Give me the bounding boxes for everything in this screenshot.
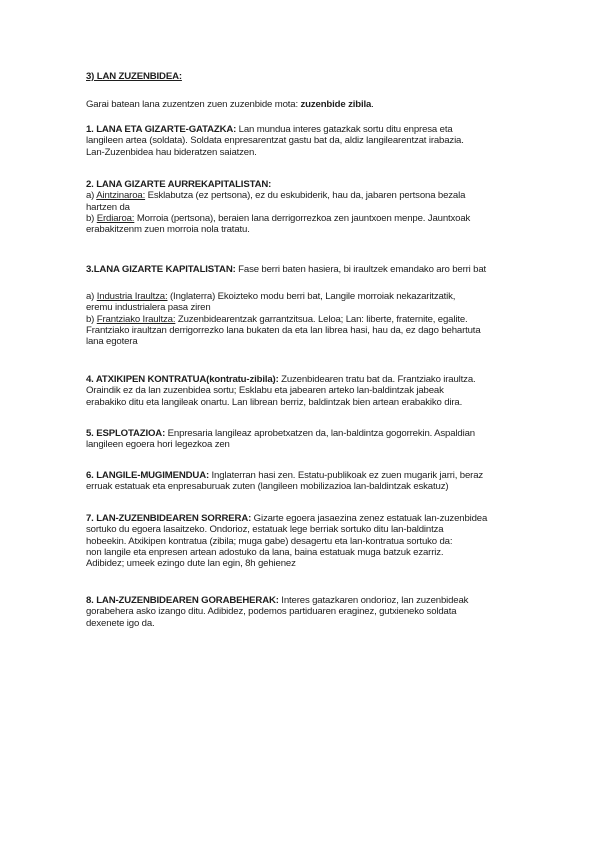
s6-line-1 <box>86 470 526 481</box>
s6-line-2: erruak estatuak eta enpresaburuak zuten (langileen mobilizazioa lan-baldintzak eskatuz) <box>86 481 449 493</box>
s7-line-4: non langile eta enpresen artean adostuko da lana, baina estatuak muga batzuk ezarriz. <box>86 546 444 558</box>
s4-line-2: Oraindik ez da lan zuzenbidea sortu; Esklabu eta jabearen arteko lan-baldintzak jabeak <box>86 385 444 397</box>
s2-b-line-1 <box>86 213 526 224</box>
s2-b-term: Erdiaroa: <box>96 212 135 224</box>
section-6 <box>86 470 526 493</box>
s2-b-line-2: erabakitzenm zuen morroia nola tratatu. <box>86 224 250 236</box>
s5-line-2: langileen egoera hori legezkoa zen <box>86 439 230 451</box>
s2-a-text: Esklabutza (ez pertsona), ez du eskubiderik, hau da, jabaren pertsona bezala <box>145 190 466 202</box>
s3-a-line-1 <box>86 291 526 302</box>
intro-paragraph <box>86 99 526 110</box>
s3-b-line-1 <box>86 314 526 325</box>
page-title: 3) LAN ZUZENBIDEA: <box>86 71 182 82</box>
s2-a-line-1 <box>86 190 526 201</box>
s5-text-1: Enpresaria langileaz aprobetxatzen da, lan-baldintza gogorrekin. Aspaldian <box>165 428 475 439</box>
s2-a-prefix: a) <box>86 190 97 202</box>
s1-text-1: Lan mundua interes gatazkak sortu ditu enpresa eta <box>236 124 453 135</box>
section-title-block <box>86 71 526 82</box>
s1-line-2: langileen artea (soldata). Soldata enpresarentzat gastu bat da, aldiz langilearentzat irabazia. <box>86 135 464 147</box>
s2-a-term: Aintzinaroa: <box>96 190 146 202</box>
s3-b-line-2: Frantziako iraultzan derrigorrezko lana bukaten da eta lan librea hasi, hau da, ez dago behartuta <box>86 324 481 336</box>
s2-b-prefix: b) <box>86 212 97 224</box>
s7-text-1: Gizarte egoera jasaezina zenez estatuak lan-zuzenbidea <box>251 513 488 524</box>
section-1 <box>86 124 526 158</box>
intro-text: Garai batean lana zuzentzen zuen zuzenbide mota: <box>86 99 301 110</box>
s7-heading: 7. LAN-ZUZENBIDEAREN SORRERA: <box>86 513 252 524</box>
section-3-items <box>86 291 526 347</box>
s3-text-1: Fase berri baten hasiera, bi iraultzek emandako aro berri bat <box>235 264 487 275</box>
s3-line-1 <box>86 264 526 275</box>
s8-line-1 <box>86 595 526 606</box>
s7-line-5: Adibidez; umeek ezingo dute lan egin, 8h gehienez <box>86 558 296 570</box>
s3-a-text: (Inglaterra) Ekoizteko modu berri bat, Langile morroiak nekazaritzatik, <box>167 291 456 302</box>
s2-a-line-2: hartzen da <box>86 201 130 213</box>
s4-line-3: erabakiko ditu eta langileak onartu. Lan librean berriz, baldintzak bien artean erabakiko dira. <box>86 396 463 408</box>
s1-line-3: Lan-Zuzenbidea hau bideratzen saiatzen. <box>86 146 257 158</box>
s3-heading: 3.LANA GIZARTE KAPITALISTAN: <box>86 264 236 275</box>
intro-line <box>86 99 526 110</box>
s6-heading: 6. LANGILE-MUGIMENDUA: <box>86 470 210 481</box>
s3-b-term: Frantziako Iraultza: <box>96 313 176 325</box>
s4-line-1 <box>86 374 526 385</box>
s1-heading: 1. LANA ETA GIZARTE-GATAZKA: <box>86 124 237 135</box>
intro-bold-term: zuzenbide zibila <box>300 99 372 110</box>
s2-heading: 2. LANA GIZARTE AURREKAPITALISTAN: <box>86 179 272 190</box>
s5-heading: 5. ESPLOTAZIOA: <box>86 428 166 439</box>
s3-b-text: Zuzenbidearentzak garrantzitsua. Leloa; Lan: liberte, fraternite, egalite. <box>175 313 468 325</box>
s7-line-1 <box>86 513 526 524</box>
s3-b-prefix: b) <box>86 313 97 325</box>
intro-end: . <box>371 99 374 110</box>
s3-a-term: Industria Iraultza: <box>96 291 168 302</box>
section-8 <box>86 595 526 629</box>
s3-b-line-3: lana egotera <box>86 336 138 348</box>
section-2 <box>86 179 526 235</box>
s4-text-1: Zuzenbidearen tratu bat da. Frantziako iraultza. <box>278 374 476 385</box>
s1-line-1 <box>86 124 526 135</box>
s3-a-line-2: eremu industrialera pasa ziren <box>86 302 211 314</box>
s4-heading: 4. ATXIKIPEN KONTRATUA(kontratu-zibila): <box>86 374 279 385</box>
section-5 <box>86 428 526 451</box>
section-3 <box>86 264 526 275</box>
s8-text-1: Interes gatazkaren ondorioz, lan zuzenbideak <box>278 595 469 606</box>
s3-a-prefix: a) <box>86 291 97 302</box>
s2-b-text: Morroia (pertsona), beraien lana derrigorrezkoa zen jauntxoen menpe. Jauntxoak <box>134 212 471 224</box>
s7-line-3: hobeekin. Atxikipen kontratua (zibila; muga gabe) desagertu eta lan-kontratua sortuko da: <box>86 535 453 547</box>
section-7 <box>86 513 526 569</box>
s8-heading: 8. LAN-ZUZENBIDEAREN GORABEHERAK: <box>86 595 279 606</box>
section-4 <box>86 374 526 408</box>
s6-text-1: Inglaterran hasi zen. Estatu-publikoak ez zuen mugarik jarri, beraz <box>209 470 484 481</box>
s7-line-2: sortuko du egoera lasaitzeko. Ondorioz, estatuak lege berriak sortuko ditu lan-baldintza <box>86 524 444 536</box>
s8-line-2: gorabehera asko izango ditu. Adibidez, podemos partiduaren eraginez, gutxieneko soldata <box>86 606 457 618</box>
s5-line-1 <box>86 428 526 439</box>
s8-line-3: dexenete igo da. <box>86 617 155 629</box>
